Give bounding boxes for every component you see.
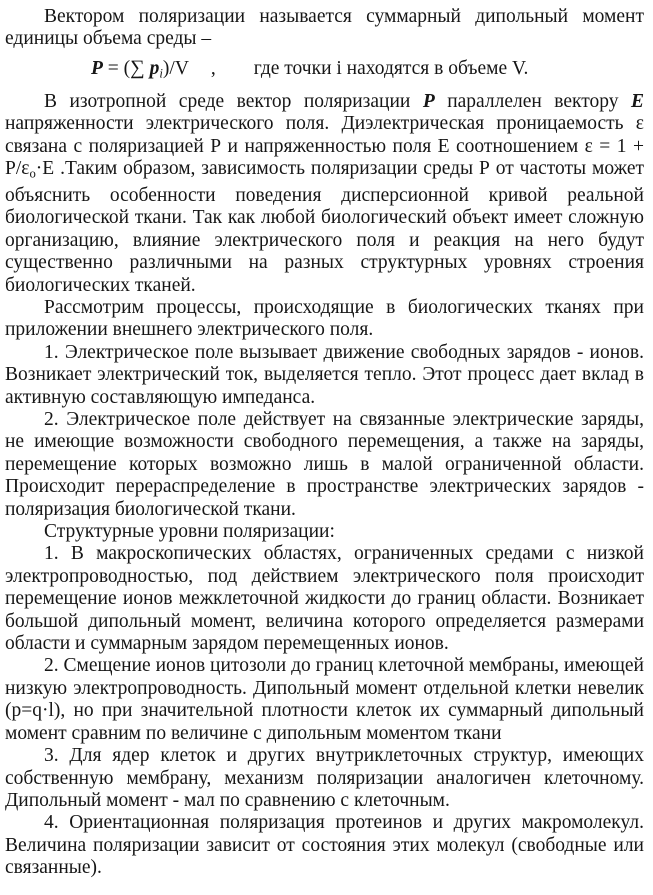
vector-p-symbol: P (422, 90, 435, 112)
formula-comma: , (210, 57, 216, 79)
isotropic-text-2: параллелен вектору (434, 90, 631, 112)
list-item-cell-nuclei: 3. Для ядер клеток и других внутриклеточных структур, имеющих собственную мембрану, механизм поляризации аналогичен клеточному. Дипольный момент - мал по сравнению с клеточным. (5, 745, 644, 811)
paragraph-polarization-definition: Вектором поляризации называется суммарный дипольный момент единицы объема среды – (5, 6, 644, 50)
list-item-cytosol-ions: 2. Смещение ионов цитозоли до границ клеточной мембраны, имеющей низкую электропроводность. Дипольный момент отдельной клетки невелик (p=q·l), но при значительной плотности клеток их суммарный дипольный момент сравним по величине с дипольным моментом ткани (5, 655, 644, 744)
formula-vector-p-symbol: P (91, 57, 103, 79)
paragraph-isotropic-medium (5, 91, 644, 297)
isotropic-text-3: напряженности электрического поля. Диэлектрическая проницаемость ε связана с поляризацией Р и напряженностью поля Е соотношением ε = 1 + Р/ε (5, 113, 644, 179)
vector-e-symbol: E (631, 90, 645, 112)
list-item-free-charges: 1. Электрическое поле вызывает движение свободных зарядов - ионов. Возникает электрический ток, выделяется тепло. Этот процесс дает вклад в активную составляющую импеданса. (5, 341, 644, 408)
heading-structural-levels: Структурные уровни поляризации: (44, 521, 335, 543)
list-item-orientational-polarization: 4. Ориентационная поляризация протеинов и других макромолекул. Величина поляризации зависит от состояния этих молекул (свободные или связанные). (5, 812, 644, 879)
epsilon-zero-subscript: о (29, 166, 36, 181)
formula-volume-divisor: )/V (162, 57, 189, 79)
list-item-macroscopic-areas: 1. В макроскопических областях, ограниченных средами с низкой электропроводностью, под действием электрического поля происходит перемещение ионов межклеточной жидкости до границ области. Возникает большой дипольный момент, величина которого определяется размерами области и суммарным зарядом перемещенных ионов. (5, 543, 644, 655)
formula-equals-open: = ( (102, 57, 131, 79)
polarization-formula (91, 57, 644, 85)
formula-dipole-moment-symbol: p (149, 57, 160, 79)
formula-subscript-i: i (159, 66, 163, 81)
paragraph-processes-intro: Рассмотрим процессы, происходящие в биологических тканях при приложении внешнего электрического поля. (5, 296, 644, 341)
formula-caption: где точки i находятся в объеме V. (253, 57, 529, 79)
list-item-bound-charges: 2. Электрическое поле действует на связанные электрические заряды, не имеющие возможности свободного перемещения, а также на заряды, перемещение которых возможно лишь в малой ограниченной области. Происходит перераспределение в пространстве электрических зарядов - поляризация биологической ткани. (5, 409, 644, 520)
isotropic-text-4: ·Е .Таким образом, зависимость поляризации среды Р от частоты может объяснить особенности поведения дисперсионной кривой реальной биологической ткани. Так как любой биологический объект имеет сложную организацию, влияние электрического поля и реакция на него будут существенно различными на разных структурных уровнях строения биологических тканей. (5, 157, 644, 296)
isotropic-text-1: В изотропной среде вектор поляризации (44, 90, 423, 112)
formula-sum-symbol: ∑ (130, 56, 145, 79)
